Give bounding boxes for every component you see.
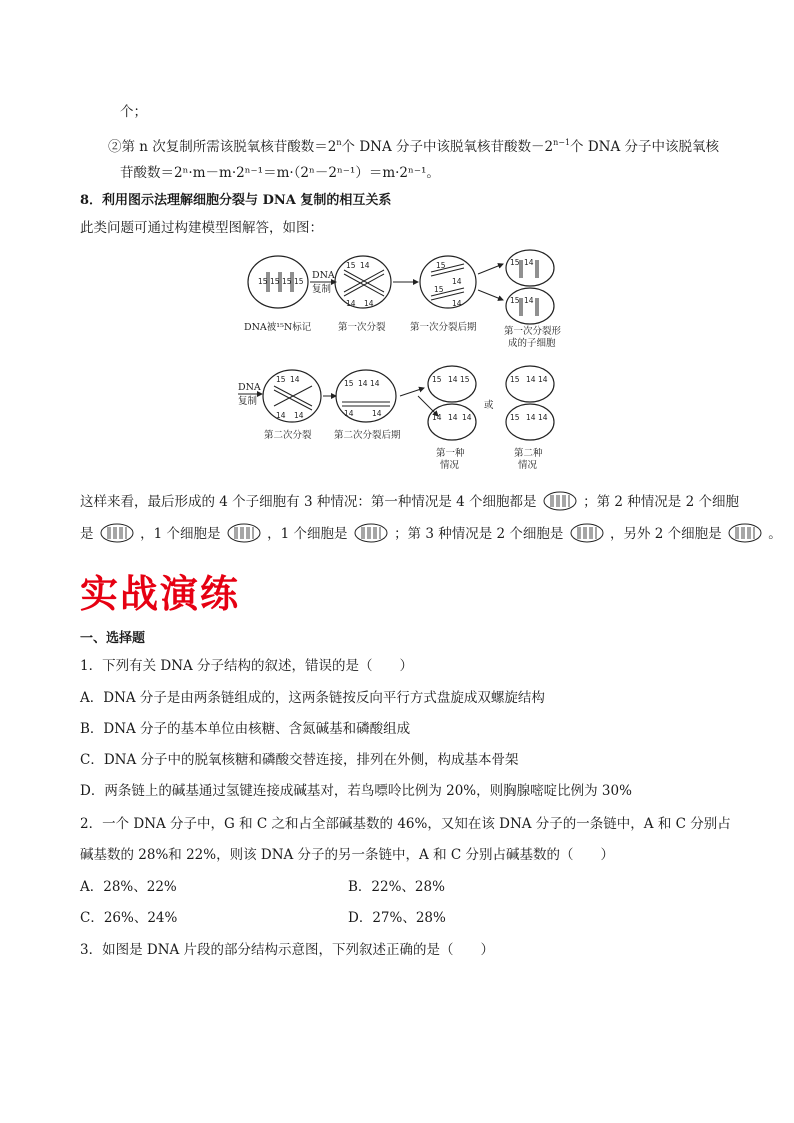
question-stem: 碱基数的 28%和 22%，则该 DNA 分子的另一条链中，A 和 C 分别占碱基数的（ ） (80, 847, 615, 863)
arrow-label: 复制 (238, 396, 258, 407)
text-fragment: ；第 2 种情况是 2 个细胞 (583, 494, 739, 510)
strand-label: 14 (432, 413, 442, 422)
strand-label: 15 (460, 375, 470, 384)
strand-label: 15 (346, 261, 356, 270)
arrow-label: 复制 (312, 284, 332, 295)
text-line: 此类问题可通过构建模型图解答，如图： (80, 220, 323, 236)
strand-label: 15 (510, 413, 520, 422)
text-fragment: 。 (768, 526, 782, 542)
text-fragment: ，1 个细胞是 (140, 526, 221, 542)
text-fragment: 这样来看，最后形成的 4 个子细胞有 3 种情况：第一种情况是 4 个细胞都是 (80, 494, 537, 510)
text-fragment: 个 DNA 分子中该脱氧核 (570, 139, 720, 155)
answer-option: D．两条链上的碱基通过氢键连接成碱基对，若鸟嘌呤比例为 20%，则胸腺嘧啶比例为 30% (80, 783, 632, 799)
diagram-caption: 第一次分裂后期 (410, 322, 477, 333)
text-line (80, 491, 739, 511)
text-fragment: ；第 3 种情况是 2 个细胞是 (394, 526, 564, 542)
strand-label: 14 (360, 261, 370, 270)
strand-label: 14 (538, 413, 548, 422)
strand-label: 14 (294, 411, 304, 420)
diagram-caption: 第一次分裂形 (504, 326, 562, 337)
superscript: n (336, 138, 342, 147)
diagram-caption: 第一种 (436, 448, 465, 459)
diagram-caption: DNA被¹⁵N标记 (244, 322, 312, 333)
arrow-label: DNA (238, 382, 261, 393)
text-fragment: 是 (80, 526, 94, 542)
answer-option: D．27%、28% (348, 910, 446, 926)
or-label: 或 (484, 400, 494, 411)
text-line (108, 134, 719, 156)
arrow-label: DNA (312, 270, 335, 281)
strand-label: 14 (452, 277, 462, 286)
cell-with-chromosomes-icon (227, 523, 261, 543)
text-fragment: ②第 n 次复制所需该脱氧核苷酸数＝2 (108, 139, 337, 155)
cell-circle (506, 366, 554, 402)
cell-with-chromosomes-icon (728, 523, 762, 543)
strand-label: 14 (524, 258, 534, 267)
strand-label: 15 (510, 296, 520, 305)
diagram-caption: 第一次分裂 (338, 322, 386, 333)
strand-label: 14 (448, 375, 458, 384)
text-fragment: ，1 个细胞是 (267, 526, 348, 542)
diagram-caption: 情况 (518, 460, 538, 471)
strand-label: 15 (510, 375, 520, 384)
strand-label: 15 (294, 277, 304, 286)
strand-label: 15 (436, 261, 446, 270)
question-stem: 1．下列有关 DNA 分子结构的叙述，错误的是（ ） (80, 658, 414, 674)
text-line (80, 523, 782, 543)
strand-label: 14 (452, 299, 462, 308)
answer-option: A．28%、22% (80, 879, 177, 895)
strand-label: 15 (344, 379, 354, 388)
cell-circle (420, 256, 476, 308)
text-fragment: ，另外 2 个细胞是 (610, 526, 722, 542)
cell-circle (428, 404, 476, 440)
cell-with-chromosomes-icon (354, 523, 388, 543)
diagram-caption: 第二次分裂后期 (334, 430, 401, 441)
strand-label: 15 (510, 258, 520, 267)
cell-circle (506, 288, 554, 324)
cell-with-chromosomes-icon (570, 523, 604, 543)
question-stem: 2．一个 DNA 分子中，G 和 C 之和占全部碱基数的 46%，又知在该 DNA 分子的一条链中，A 和 C 分别占 (80, 816, 731, 832)
answer-option: B．DNA 分子的基本单位由核糖、含氮碱基和磷酸组成 (80, 721, 411, 737)
question-stem: 3．如图是 DNA 片段的部分结构示意图，下列叙述正确的是（ ） (80, 942, 495, 958)
strand-label: 14 (526, 375, 536, 384)
strand-label: 14 (538, 375, 548, 384)
cell-with-chromosomes-icon (543, 491, 577, 511)
answer-option: C．DNA 分子中的脱氧核糖和磷酸交替连接，排列在外侧，构成基本骨架 (80, 752, 519, 768)
strand-label: 14 (462, 413, 472, 422)
diagram-caption: 第二次分裂 (264, 430, 312, 441)
strand-label: 14 (364, 299, 374, 308)
strand-label: 15 (258, 277, 268, 286)
strand-label: 14 (346, 299, 356, 308)
section-heading: 8．利用图示法理解细胞分裂与 DNA 复制的相互关系 (80, 193, 392, 208)
answer-option: C．26%、24% (80, 910, 178, 926)
strand-label: 14 (358, 379, 368, 388)
section-banner: 实战演练 (80, 572, 241, 616)
strand-label: 14 (448, 413, 458, 422)
strand-label: 14 (524, 296, 534, 305)
text-fragment: 个 DNA 分子中该脱氧核苷酸数－2 (341, 139, 554, 155)
cell-division-dna-replication-diagram (238, 248, 568, 478)
strand-label: 15 (270, 277, 280, 286)
answer-option: B．22%、28% (348, 879, 445, 895)
strand-label: 14 (276, 411, 286, 420)
cell-with-chromosomes-icon (100, 523, 134, 543)
strand-label: 14 (370, 379, 380, 388)
diagram-caption: 第二种 (514, 448, 543, 459)
diagram-caption: 情况 (440, 460, 460, 471)
strand-label: 14 (526, 413, 536, 422)
cell-circle (428, 366, 476, 402)
strand-label: 14 (290, 375, 300, 384)
superscript: n−1 (553, 138, 571, 147)
cell-circle (506, 250, 554, 286)
text-line: 苷酸数＝2ⁿ·m－m·2ⁿ⁻¹＝m·（2ⁿ－2ⁿ⁻¹）＝m·2ⁿ⁻¹。 (120, 165, 440, 181)
cell-circle (506, 404, 554, 440)
text-line: 个； (120, 104, 147, 120)
strand-label: 15 (432, 375, 442, 384)
strand-label: 15 (282, 277, 292, 286)
strand-label: 15 (276, 375, 286, 384)
diagram-caption: 成的子细胞 (508, 338, 556, 349)
strand-label: 15 (434, 285, 444, 294)
section-title: 一、选择题 (80, 631, 146, 646)
strand-label: 14 (372, 409, 382, 418)
strand-label: 14 (344, 409, 354, 418)
answer-option: A．DNA 分子是由两条链组成的，这两条链按反向平行方式盘旋成双螺旋结构 (80, 690, 545, 706)
